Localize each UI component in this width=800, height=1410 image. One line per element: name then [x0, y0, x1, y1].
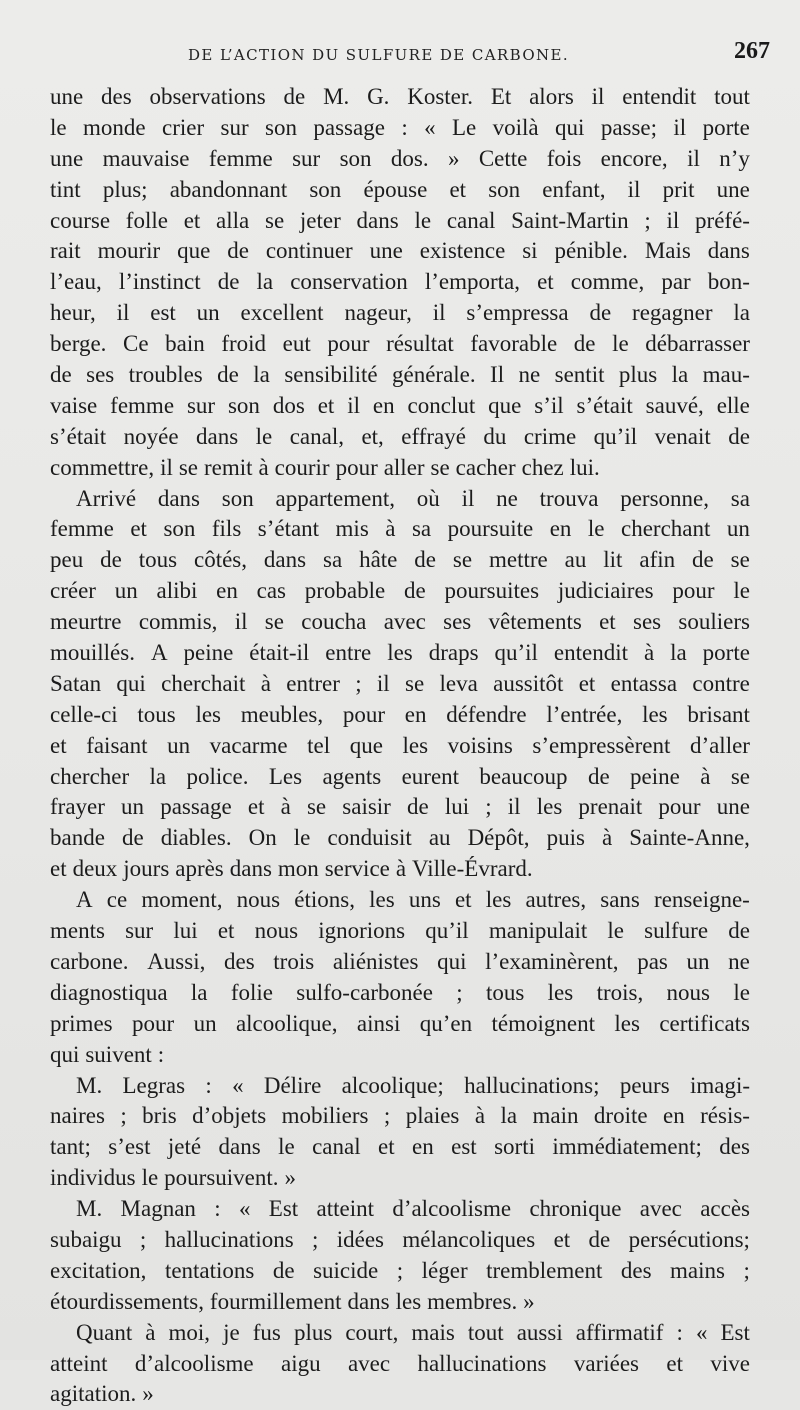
- text-line: s’était noyée dans le canal, et, effrayé du crime qu’il venait de: [50, 423, 750, 449]
- text-line: individus le poursuivent. »: [50, 1165, 296, 1191]
- text-line: subaigu ; hallucinations ; idées mélancoliques et de persécutions;: [50, 1226, 750, 1252]
- text-line: mouillés. A peine était-il entre les draps qu’il entendit à la porte: [50, 640, 750, 666]
- text-line: femme et son fils s’étant mis à sa poursuite en le cherchant un: [50, 516, 750, 542]
- text-line: excitation, tentations de suicide ; léger tremblement des mains ;: [50, 1257, 750, 1283]
- text-line: le monde crier sur son passage : « Le voilà qui passe; il porte: [50, 114, 750, 140]
- text-line: et faisant un vacarme tel que les voisins s’empressèrent d’aller: [50, 732, 750, 758]
- text-line: course folle et alla se jeter dans le canal Saint-Martin ; il préfé-: [50, 207, 750, 233]
- text-line: A ce moment, nous étions, les uns et les autres, sans renseigne-: [76, 887, 750, 913]
- text-line: carbone. Aussi, des trois aliénistes qui l’examinèrent, pas un ne: [50, 948, 750, 974]
- text-line: vaise femme sur son dos et il en conclut que s’il s’était sauvé, elle: [50, 392, 750, 418]
- text-line: Arrivé dans son appartement, où il ne trouva personne, sa: [76, 485, 750, 511]
- text-line: bande de diables. On le conduisit au Dépôt, puis à Sainte-Anne,: [50, 825, 750, 851]
- text-line: atteint d’alcoolisme aigu avec hallucinations variées et vive: [50, 1350, 750, 1376]
- text-line: primes pour un alcoolique, ainsi qu’en témoignent les certificats: [50, 1010, 750, 1036]
- text-line: étourdissements, fourmillement dans les membres. »: [50, 1288, 535, 1314]
- page-header: [40, 38, 770, 68]
- text-line: Quant à moi, je fus plus court, mais tout aussi affirmatif : « Est: [76, 1319, 750, 1345]
- text-line: celle-ci tous les meubles, pour en défendre l’entrée, les brisant: [50, 701, 750, 727]
- text-line: M. Legras : « Délire alcoolique; hallucinations; peurs imagi-: [76, 1072, 750, 1098]
- text-line: une mauvaise femme sur son dos. » Cette fois encore, il n’y: [50, 145, 750, 171]
- text-line: rait mourir que de continuer une existence si pénible. Mais dans: [50, 238, 750, 264]
- body-text: [50, 82, 750, 1410]
- text-line: berge. Ce bain froid eut pour résultat favorable de le débarrasser: [50, 331, 750, 357]
- text-line: de ses troubles de la sensibilité générale. Il ne sentit plus la mau-: [50, 362, 750, 388]
- text-line: tant; s’est jeté dans le canal et en est sorti immédiatement; des: [50, 1134, 750, 1160]
- text-line: commettre, il se remit à courir pour aller se cacher chez lui.: [50, 454, 600, 480]
- text-line: meurtre commis, il se coucha avec ses vêtements et ses souliers: [50, 609, 750, 635]
- page-number: 267: [734, 38, 770, 64]
- text-line: M. Magnan : « Est atteint d’alcoolisme chronique avec accès: [76, 1196, 750, 1222]
- text-line: frayer un passage et à se saisir de lui ; il les prenait pour une: [50, 794, 750, 820]
- text-line: tint plus; abandonnant son épouse et son enfant, il prit une: [50, 176, 750, 202]
- text-line: diagnostiqua la folie sulfo-carbonée ; tous les trois, nous le: [50, 979, 750, 1005]
- text-line: naires ; bris d’objets mobiliers ; plaies à la main droite en résis-: [50, 1103, 750, 1129]
- text-line: créer un alibi en cas probable de poursuites judiciaires pour le: [50, 578, 750, 604]
- running-title: DE L’ACTION DU SULFURE DE CARBONE.: [188, 46, 570, 64]
- text-line: et deux jours après dans mon service à Ville-Évrard.: [50, 856, 533, 882]
- text-line: peu de tous côtés, dans sa hâte de se mettre au lit afin de se: [50, 547, 750, 573]
- text-line: Satan qui cherchait à entrer ; il se leva aussitôt et entassa contre: [50, 670, 750, 696]
- text-line: l’eau, l’instinct de la conservation l’emporta, et comme, par bon-: [50, 269, 750, 295]
- text-line: agitation. »: [50, 1381, 154, 1407]
- text-line: chercher la police. Les agents eurent beaucoup de peine à se: [50, 763, 750, 789]
- text-line: une des observations de M. G. Koster. Et alors il entendit tout: [50, 84, 750, 109]
- text-line: ments sur lui et nous ignorions qu’il manipulait le sulfure de: [50, 918, 750, 944]
- text-line: heur, il est un excellent nageur, il s’empressa de regagner la: [50, 300, 750, 326]
- text-line: qui suivent :: [50, 1041, 165, 1067]
